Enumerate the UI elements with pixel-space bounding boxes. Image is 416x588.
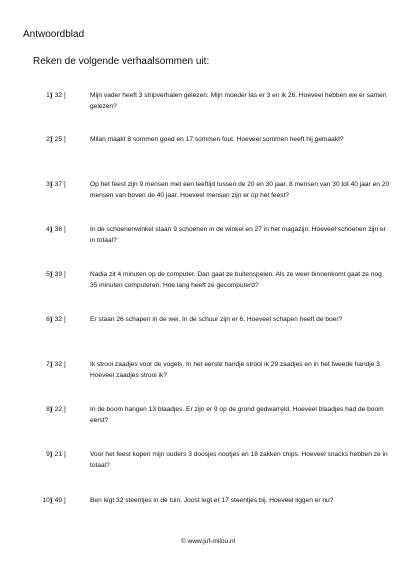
problem-item (0, 450, 416, 490)
problem-item (0, 135, 416, 175)
problem-answer: [ 37 ] (51, 181, 66, 188)
problem-text: Ik strooi zaadjes voor de vogels. In het eerste handje strooi ik 29 zaadjes en in het tweede handje 3. Hoeveel zaadjes strooi ik? (90, 361, 382, 379)
problem-text: Er staan 26 schapen in de wei. In de schuur zijn er 6. Hoeveel schapen heeft de boer? (90, 316, 343, 323)
problem-number: 9) (46, 451, 52, 458)
problem-answer: [ 32 ] (51, 316, 66, 323)
problem-answer: [ 32 ] (51, 361, 66, 368)
problem-number: 2) (46, 136, 52, 143)
problem-answer: [ 32 ] (51, 92, 66, 99)
problem-item (0, 180, 416, 220)
problem-number: 5) (46, 271, 52, 278)
problem-answer: [ 21 ] (51, 451, 66, 458)
problem-text: Mijn vader heeft 3 stripverhalen gelezen. Mijn moeder las er 3 en ik 26. Hoeveel hebben we er samen gelezen? (90, 92, 387, 110)
problem-item (0, 315, 416, 355)
problem-item (0, 496, 416, 536)
problem-number: 6) (46, 316, 52, 323)
problem-answer: [ 49 ] (51, 497, 66, 504)
problem-text: Voor het feest kopen mijn ouders 3 doosjes nootjes en 18 zakken chips. Hoeveel snacks hebben ze in totaal? (90, 451, 388, 469)
problem-number: 3) (46, 181, 52, 188)
problem-number: 1) (46, 92, 52, 99)
problem-number: 8) (46, 406, 52, 413)
problem-answer: [ 39 ] (51, 271, 66, 278)
problem-number: 10) (42, 497, 52, 504)
problem-number: 7) (46, 361, 52, 368)
problem-text: Nadia zit 4 minuten op de computer. Dan gaat ze buitenspelen. Als ze weer binnenkomt gaat ze nog 35 minuten computeren. Hoe lang heeft ze gecomputerd? (90, 271, 382, 289)
copyright-footer: © www.juf-milou.nl (180, 538, 236, 545)
problem-item (0, 405, 416, 445)
problem-item (0, 360, 416, 400)
problem-text: In de schoenenwinkel staan 9 schoenen in de winkel en 27 in het magazijn. Hoeveel schoenen zijn er in totaal? (90, 226, 386, 244)
problem-text: Op het feest zijn 9 mensen met een leeftijd tussen de 20 en 30 jaar. 8 mensen van 30 tot 40 jaar en 20 mensen van boven de 40 jaar. Hoeveel mensen zijn er op het feest? (90, 181, 390, 199)
problem-item (0, 225, 416, 265)
problem-answer: [ 36 ] (51, 226, 66, 233)
problem-text: In de boom hangen 13 blaadjes. Er zijn er 9 op de grond gedwarreld. Hoeveel blaadjes had de boom eerst? (90, 406, 384, 424)
problem-answer: [ 25 ] (51, 136, 66, 143)
problem-answer: [ 22 ] (51, 406, 66, 413)
problem-number: 4) (46, 226, 52, 233)
problem-item (0, 91, 416, 131)
problem-text: Ben legt 32 steentjes in de tuin. Joost legt er 17 steentjes bij. Hoeveel liggen er nu? (90, 497, 334, 504)
instruction-heading: Reken de volgende verhaalsommen uit: (33, 56, 210, 67)
page-title: Antwoordblad (23, 29, 85, 40)
problem-text: Milan maakt 8 sommen goed en 17 sommen fout. Hoeveel sommen heeft hij gemaakt? (90, 136, 344, 143)
problem-item (0, 270, 416, 310)
